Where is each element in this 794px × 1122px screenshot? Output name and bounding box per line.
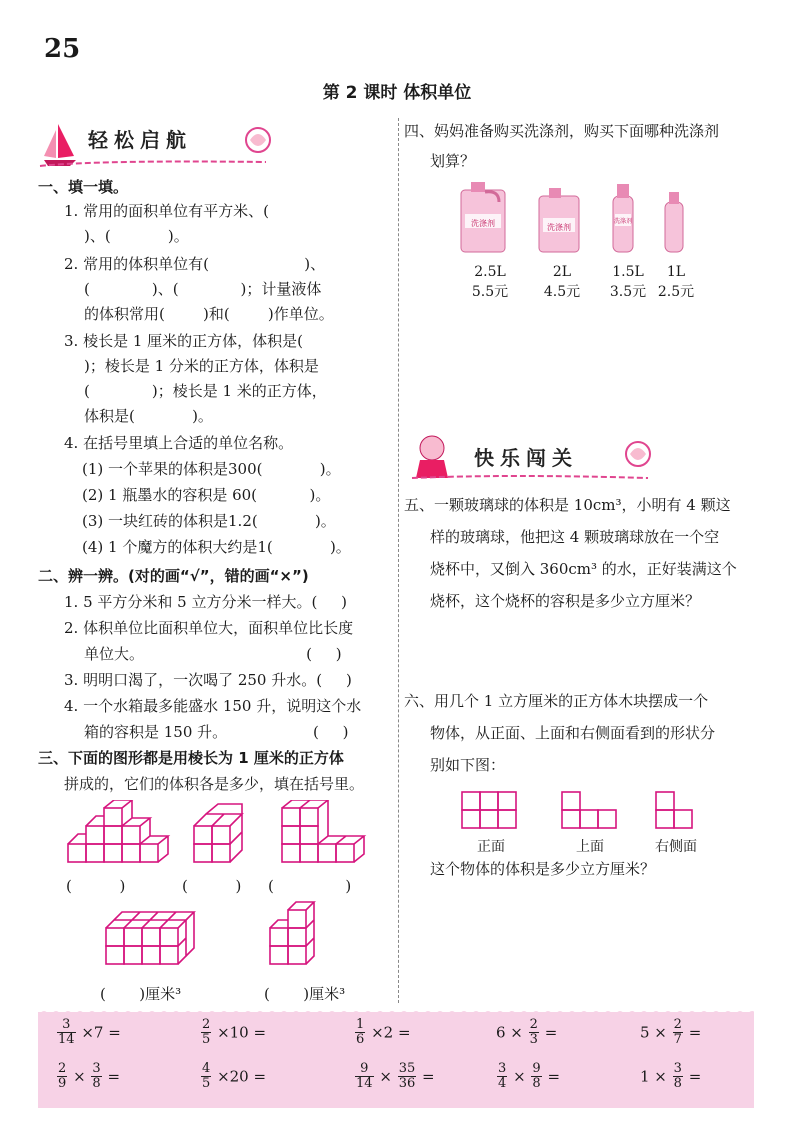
question-text: 3. 棱长是 1 厘米的正方体，体积是( (64, 332, 304, 350)
product-price: 3.5元 (609, 284, 647, 300)
calc-exercise[interactable] (56, 1062, 120, 1091)
page-number: 25 (44, 34, 81, 64)
numerator: 2 (58, 1061, 67, 1076)
denominator: 8 (92, 1076, 101, 1091)
answer-blank[interactable]: ( ) (268, 877, 352, 895)
question-text: (1) 一个苹果的体积是300( )。 (82, 460, 341, 478)
question-text: ( )、( )；计量液体 (84, 280, 322, 298)
denominator: 9 (58, 1076, 67, 1091)
cube-figures-row2 (100, 900, 340, 980)
question-text: 划算？ (430, 152, 476, 170)
question-text: 六、用几个 1 立方厘米的正方体木块摆成一个 (404, 692, 709, 710)
question-text: (4) 1 个魔方的体积大约是1( )。 (82, 538, 351, 556)
calc-equals: = (547, 1067, 561, 1086)
numerator: 9 (355, 1062, 374, 1077)
calc-operator: = (688, 1023, 702, 1042)
calc-exercise[interactable] (200, 1018, 266, 1047)
calc-prefix: 5 × (640, 1023, 667, 1042)
denominator: 4 (498, 1076, 507, 1091)
question-text: 1. 常用的面积单位有平方米、( (64, 202, 269, 220)
side-view (656, 792, 692, 828)
section-heading: 一、填一填。 (38, 178, 129, 196)
calc-exercise[interactable] (496, 1062, 560, 1091)
denominator: 8 (532, 1076, 541, 1091)
question-text: 4. 在括号里填上合适的单位名称。 (64, 434, 294, 452)
fraction (355, 1062, 374, 1091)
question-text: 2. 体积单位比面积单位大，面积单位比长度 (64, 619, 354, 637)
fraction (201, 1018, 211, 1047)
numerator: 4 (202, 1061, 211, 1076)
numerator: 35 (398, 1061, 416, 1076)
column-divider (398, 118, 399, 1003)
fraction (673, 1018, 683, 1047)
fraction (531, 1062, 541, 1091)
question-text: 的体积常用( )和( )作单位。 (84, 305, 334, 323)
question-text: (2) 1 瓶墨水的容积是 60( )。 (82, 486, 331, 504)
denominator: 14 (58, 1032, 75, 1047)
question-text: 这个物体的体积是多少立方厘米？ (430, 860, 656, 878)
calc-exercise[interactable] (640, 1062, 701, 1091)
question-text: 四、妈妈准备购买洗涤剂，购买下面哪种洗涤剂 (404, 122, 720, 140)
denominator: 7 (673, 1032, 682, 1047)
product-volume: 2L (552, 264, 572, 280)
product-price: 5.5元 (471, 284, 509, 300)
calc-exercise[interactable] (56, 1018, 121, 1047)
fraction (57, 1018, 76, 1047)
denominator: 3 (529, 1032, 538, 1047)
view-caption: 右侧面 (655, 839, 697, 855)
denominator: 8 (673, 1076, 682, 1091)
section-heading: 三、下面的图形都是用棱长为 1 厘米的正方体 (38, 749, 344, 767)
answer-blank[interactable]: ( )厘米³ (100, 985, 182, 1003)
question-text: (3) 一块红砖的体积是1.2( )。 (82, 512, 336, 530)
numerator: 3 (92, 1061, 101, 1076)
calc-operator: × (513, 1067, 526, 1086)
calc-prefix: 1 × (640, 1067, 667, 1086)
numerator: 2 (202, 1017, 211, 1032)
product-label: 洗涤剂 (547, 223, 571, 232)
question-text: ( )；棱长是 1 米的正方体， (84, 382, 327, 400)
product-volume: 2.5L (474, 264, 506, 280)
cube-figure-5 (270, 902, 314, 964)
three-views-figure (460, 790, 710, 834)
question-text: )、( )。 (84, 227, 189, 245)
calc-exercise[interactable] (640, 1018, 701, 1047)
answer-blank[interactable]: ( ) (182, 877, 242, 895)
calc-operator: × (379, 1067, 392, 1086)
cube-figure-3 (282, 800, 364, 862)
banner-qingsong (36, 116, 286, 168)
calc-exercise[interactable] (496, 1018, 557, 1047)
numerator: 2 (673, 1017, 682, 1032)
view-caption: 上面 (576, 839, 604, 855)
question-text: 体积是( )。 (84, 407, 213, 425)
question-text: 单位大。 ( ) (84, 645, 342, 663)
calc-operator: ×10 = (217, 1023, 267, 1042)
answer-blank[interactable]: ( ) (66, 877, 126, 895)
question-text: 烧杯，这个烧杯的容积是多少立方厘米？ (430, 592, 701, 610)
numerator: 1 (356, 1017, 365, 1032)
question-text: 拼成的，它们的体积各是多少，填在括号里。 (64, 775, 365, 793)
calc-exercise[interactable] (354, 1062, 435, 1091)
denominator: 5 (202, 1076, 211, 1091)
product-volume: 1L (666, 264, 686, 280)
cube-figures-row1 (60, 800, 390, 880)
question-text: 物体，从正面、上面和右侧面看到的形状分 (430, 724, 716, 742)
fraction (529, 1018, 539, 1047)
denominator: 6 (356, 1032, 365, 1047)
cube-figure-2 (194, 804, 242, 862)
question-text: 4. 一个水箱最多能盛水 150 升，说明这个水 (64, 697, 362, 715)
product-label: 洗涤剂 (471, 219, 495, 228)
calc-operator: = (688, 1067, 702, 1086)
calc-operator: = (544, 1023, 558, 1042)
section-heading: 二、辨一辨。(对的画“√”，错的画“×”) (38, 567, 309, 585)
calc-exercise[interactable] (200, 1062, 266, 1091)
calc-operator: ×7 = (81, 1023, 121, 1042)
calc-equals: = (422, 1067, 435, 1086)
question-text: 烧杯中，又倒入 360cm³ 的水，正好装满这个 (430, 560, 737, 578)
numerator: 3 (57, 1018, 76, 1033)
question-text: 别如下图： (430, 756, 506, 774)
answer-blank[interactable]: ( )厘米³ (264, 985, 346, 1003)
cube-figure-4 (106, 912, 194, 964)
product-price: 4.5元 (543, 284, 581, 300)
denominator: 14 (356, 1076, 373, 1091)
fraction (91, 1062, 101, 1091)
fraction (497, 1062, 507, 1091)
denominator: 5 (202, 1032, 211, 1047)
numerator: 2 (529, 1017, 538, 1032)
fraction (355, 1018, 365, 1047)
calc-operator: × (73, 1067, 86, 1086)
banner-label: 快乐闯关 (474, 446, 578, 470)
fraction (201, 1062, 211, 1091)
numerator: 3 (498, 1061, 507, 1076)
question-text: 2. 常用的体积单位有( )、 (64, 255, 326, 273)
fraction (398, 1062, 417, 1091)
product-price: 2.5元 (657, 284, 695, 300)
numerator: 9 (532, 1061, 541, 1076)
numerator: 3 (673, 1061, 682, 1076)
question-text: 箱的容积是 150 升。 ( ) (84, 723, 349, 741)
top-view (562, 792, 616, 828)
calc-operator: ×2 = (371, 1023, 411, 1042)
banner-kuaile (408, 430, 668, 482)
page-title: 第 2 课时 体积单位 (322, 83, 472, 103)
calc-prefix: 6 × (496, 1023, 523, 1042)
fraction (57, 1062, 67, 1091)
calc-operator: ×20 = (217, 1067, 267, 1086)
banner-label: 轻松启航 (88, 128, 192, 152)
question-text: 五、一颗玻璃球的体积是 10cm³，小明有 4 颗这 (404, 496, 731, 514)
product-volume: 1.5L (612, 264, 644, 280)
cube-figure-1 (68, 800, 168, 862)
calc-exercise[interactable] (354, 1018, 411, 1047)
question-text: 样的玻璃球，他把这 4 颗玻璃球放在一个空 (430, 528, 720, 546)
question-text: 3. 明明口渴了，一次喝了 250 升水。( ) (64, 671, 352, 689)
calc-equals: = (107, 1067, 121, 1086)
question-text: 1. 5 平方分米和 5 立方分米一样大。( ) (64, 593, 348, 611)
denominator: 36 (398, 1076, 416, 1091)
view-caption: 正面 (477, 839, 505, 855)
product-label: 洗涤剂 (613, 218, 632, 225)
fraction (673, 1062, 683, 1091)
question-text: )；棱长是 1 分米的正方体，体积是 (84, 357, 319, 375)
calculation-grid (38, 1012, 754, 1108)
front-view (462, 792, 516, 828)
